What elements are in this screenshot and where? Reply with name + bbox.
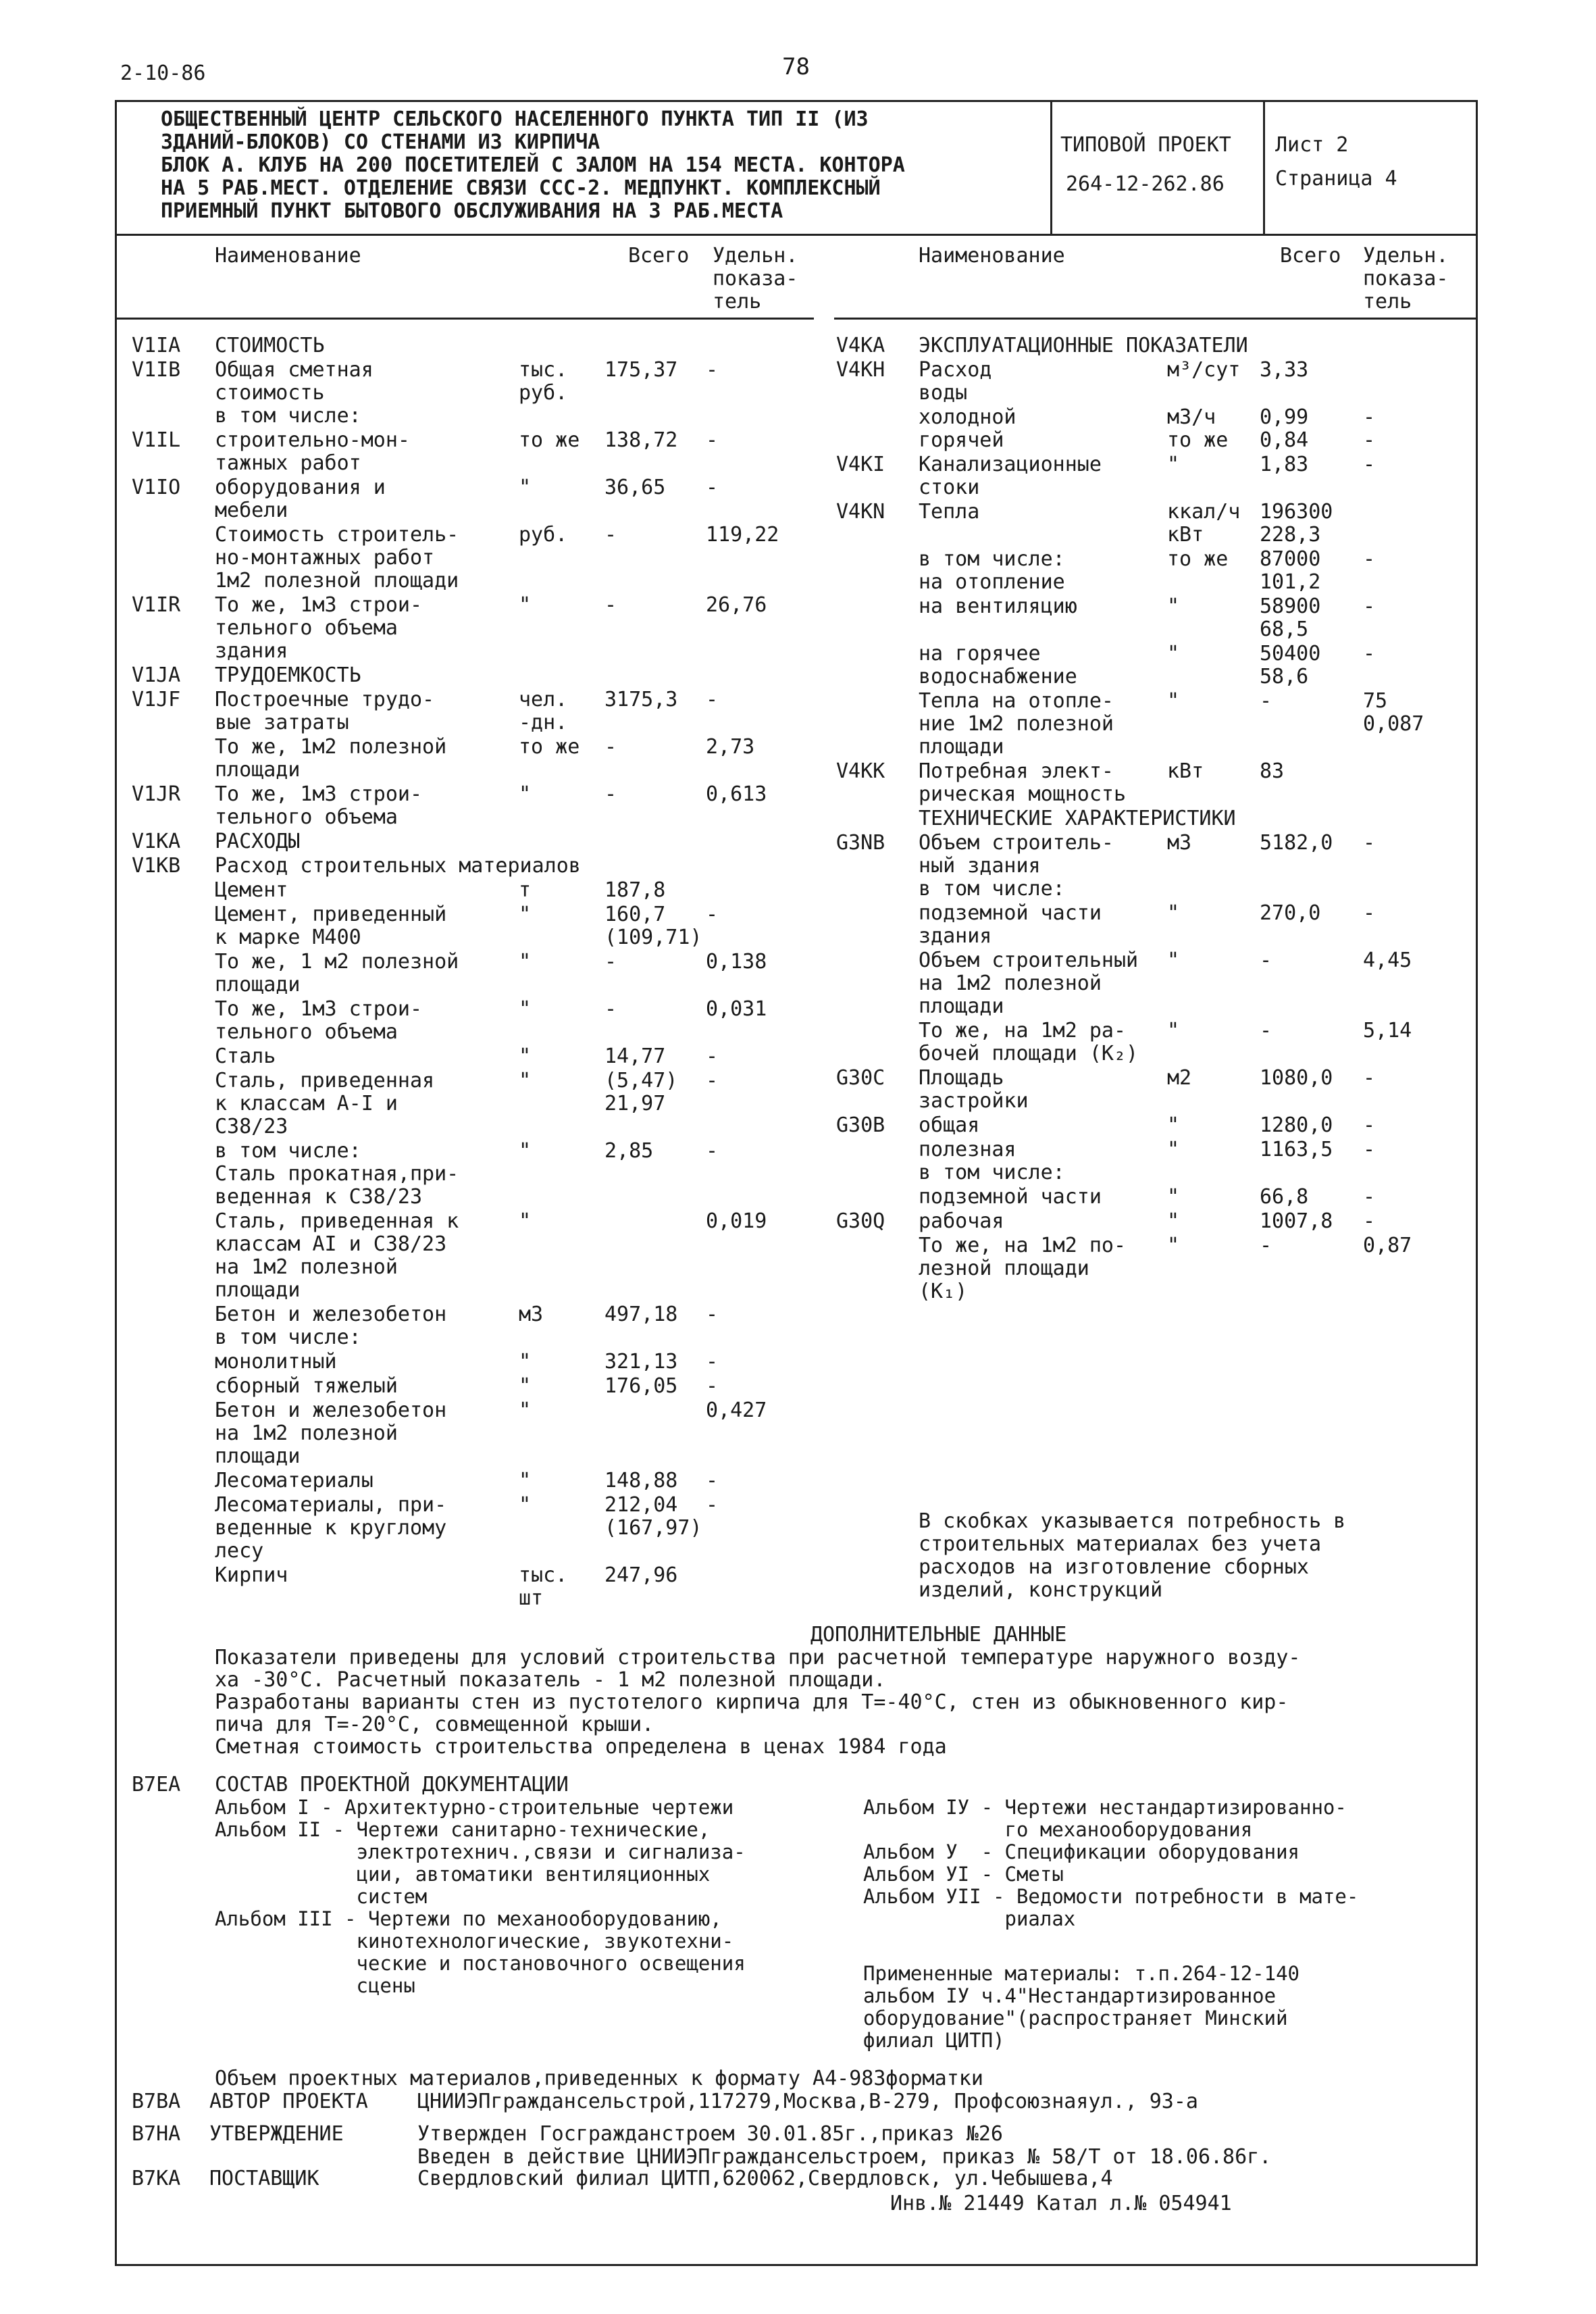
row-unit: " xyxy=(519,997,532,1021)
row-total: 1007,8 xyxy=(1260,1209,1333,1233)
author-value: ЦНИИЭПграждансельстрой,117279,Москва,В-279, Профсоюзнаяул., 93-а xyxy=(417,2090,1198,2113)
row-name: Площадь застройки xyxy=(919,1066,1029,1113)
author-label: АВТОР ПРОЕКТА xyxy=(209,2090,368,2113)
row-name: Лесоматериалы xyxy=(215,1469,374,1492)
row-unit: " xyxy=(1167,689,1180,713)
row-total: 175,37 xyxy=(604,358,678,382)
supplier-label: ПОСТАВЩИК xyxy=(209,2167,319,2190)
row-name: РАСХОДЫ xyxy=(215,830,301,853)
row-name: Объем строитель- ный здания в том числе: xyxy=(919,831,1114,901)
row-code: V1JR xyxy=(132,782,181,806)
row-total: 187,8 xyxy=(604,878,666,902)
row-name: Цемент, приведенный к марке М400 xyxy=(215,903,447,949)
row-name: То же, 1м3 строи- тельного объема xyxy=(215,782,423,829)
row-unit: " xyxy=(1167,1209,1180,1233)
page-label: Страница 4 xyxy=(1275,167,1397,191)
row-spec: - xyxy=(1363,1066,1376,1090)
row-unit: " xyxy=(1167,1234,1180,1257)
row-name: Кирпич xyxy=(215,1563,288,1587)
row-name: Стоимость строитель- но-монтажных работ 1м2 полезной площади xyxy=(215,523,459,593)
applied-materials: Примененные материалы: т.п.264-12-140 альбом IУ ч.4"Нестандартизированное оборудование"(распространяет Минский филиал ЦИТП) xyxy=(863,1962,1300,2052)
row-spec: 0,613 xyxy=(706,782,767,806)
row-total: - xyxy=(604,950,617,974)
row-total: 1280,0 xyxy=(1260,1113,1333,1137)
row-name: Тепла xyxy=(919,500,980,524)
row-spec: 0,031 xyxy=(706,997,767,1021)
left-col-total-header: Всего xyxy=(628,244,690,268)
row-unit: " xyxy=(519,1069,532,1092)
row-name: Бетон и железобетон в том числе: xyxy=(215,1303,447,1349)
row-total: 14,77 xyxy=(604,1045,666,1068)
row-spec: - xyxy=(1363,1138,1376,1161)
row-unit: " xyxy=(519,903,532,926)
row-unit: " xyxy=(519,1209,532,1233)
row-spec: - xyxy=(1363,453,1376,476)
row-unit: " xyxy=(519,1399,532,1422)
row-spec: - xyxy=(1363,901,1376,925)
row-spec: - xyxy=(1363,1113,1376,1137)
row-spec: - xyxy=(706,1493,719,1517)
row-name: ТРУДОЕМКОСТЬ xyxy=(215,663,361,687)
row-name: Бетон и железобетон на 1м2 полезной площади xyxy=(215,1399,447,1468)
row-name: Общая сметная стоимость в том числе: xyxy=(215,358,374,428)
row-unit: м³/сут xyxy=(1167,358,1241,382)
row-code: G30C xyxy=(836,1066,885,1090)
row-name: Сталь, приведенная к классам АI и С38/23 на 1м2 полезной площади xyxy=(215,1209,459,1302)
row-code: V1IR xyxy=(132,593,181,617)
row-spec: - xyxy=(706,1303,719,1326)
row-unit: чел. -дн. xyxy=(519,688,568,734)
row-spec: - xyxy=(1363,547,1376,571)
row-name: То же, на 1м2 по- лезной площади (К₁) xyxy=(919,1234,1127,1303)
row-total: 247,96 xyxy=(604,1563,678,1587)
right-col-name-header: Наименование xyxy=(919,244,1065,268)
row-spec: - xyxy=(1363,642,1376,665)
row-total: 87000 101,2 xyxy=(1260,547,1321,594)
row-total: 3,33 xyxy=(1260,358,1309,382)
row-total: 1080,0 xyxy=(1260,1066,1333,1090)
row-unit: тыс. шт xyxy=(519,1563,568,1610)
row-code: V1JF xyxy=(132,688,181,711)
row-name: в том числе: на отопление xyxy=(919,547,1065,594)
row-total: 196300 228,3 xyxy=(1260,500,1333,547)
row-spec: - xyxy=(706,1374,719,1398)
row-code: V4KH xyxy=(836,358,885,382)
row-code: V4KA xyxy=(836,334,885,357)
row-unit: то же xyxy=(519,428,580,452)
row-total: - xyxy=(1260,689,1272,713)
row-name: Канализационные стоки xyxy=(919,453,1102,499)
row-unit: " xyxy=(1167,1113,1180,1137)
author-code: B7BA xyxy=(132,2090,181,2113)
row-unit: м3 xyxy=(1167,831,1192,855)
supplier-code: B7KA xyxy=(132,2167,181,2190)
row-unit: " xyxy=(1167,1019,1180,1042)
row-name: рабочая xyxy=(919,1209,1004,1233)
row-code: V1KA xyxy=(132,830,181,853)
row-code: G30B xyxy=(836,1113,885,1137)
row-code: V1IO xyxy=(132,476,181,499)
row-total: 148,88 xyxy=(604,1469,678,1492)
row-total: 212,04 (167,97) xyxy=(604,1493,702,1540)
row-spec: 5,14 xyxy=(1363,1019,1412,1042)
row-code: V4KI xyxy=(836,453,885,476)
row-name: сборный тяжелый xyxy=(215,1374,398,1398)
row-spec: 2,73 xyxy=(706,735,755,759)
row-spec: 75 0,087 xyxy=(1363,689,1424,736)
row-total: - xyxy=(604,593,617,617)
materials-note: В скобках указывается потребность в строительных материалах без учета расходов на изготовление сборных изделий, конструкций xyxy=(919,1509,1346,1602)
row-total: 1,83 xyxy=(1260,453,1309,476)
row-unit: " xyxy=(519,950,532,974)
additional-text: Показатели приведены для условий строительства при расчетной температуре наружного возду- ха -30°С. Расчетный показатель - 1 м2 полезной площади. Разработаны варианты стен из пустотелого кирпича для Т=-40°С, стен из обыкновенного кир- пича для Т=-20°С, совмещенной крыши. Сметная стоимость строительства определена в ценах 1984 года xyxy=(215,1646,1301,1759)
row-unit: " xyxy=(1167,901,1180,925)
row-unit: м2 xyxy=(1167,1066,1192,1090)
row-total: - xyxy=(604,523,617,547)
row-total: 321,13 xyxy=(604,1350,678,1374)
row-unit: " xyxy=(519,1139,532,1163)
approved-value: Утвержден Госгражданстроем 30.01.85г.,приказ №26 Введен в действие ЦНИИЭПграждансельстроем, приказ № 58/Т от 18.06.86г. xyxy=(417,2122,1272,2169)
row-spec: - xyxy=(1363,1185,1376,1209)
docs-heading: СОСТАВ ПРОЕКТНОЙ ДОКУМЕНТАЦИИ xyxy=(215,1773,569,1796)
row-spec: - xyxy=(706,1045,719,1068)
row-spec: - xyxy=(706,903,719,926)
docs-albums-left: Альбом I - Архитектурно-строительные чертежи Альбом II - Чертежи санитарно-технические, электротехнич.,связи и сигнализа- ции, автоматики вентиляционных систем Альбом III - Чертежи по механооборудованию, кинотехнологические, звукотехни- ческие и постановочного освещения сцены xyxy=(215,1796,746,1997)
row-spec: 119,22 xyxy=(706,523,779,547)
row-name: То же, 1 м2 полезной площади xyxy=(215,950,459,997)
row-unit: " xyxy=(1167,1185,1180,1209)
row-spec: - xyxy=(706,1350,719,1374)
row-name: полезная в том числе: xyxy=(919,1138,1065,1184)
row-code: G3NB xyxy=(836,831,885,855)
row-total: - xyxy=(604,997,617,1021)
row-code: V4KK xyxy=(836,759,885,783)
row-spec: - xyxy=(706,688,719,711)
doc-code: 2-10-86 xyxy=(120,61,206,85)
inventory-line: Инв.№ 21449 Катал л.№ 054941 xyxy=(890,2192,1232,2215)
row-unit: " xyxy=(519,782,532,806)
row-total: 160,7 (109,71) xyxy=(604,903,702,949)
row-unit: м3/ч то же xyxy=(1167,405,1229,452)
supplier-value: Свердловский филиал ЦИТП,620062,Свердловск, ул.Чебышева,4 xyxy=(417,2167,1113,2190)
row-name: ТЕХНИЧЕСКИЕ ХАРАКТЕРИСТИКИ xyxy=(919,807,1236,830)
row-total: 50400 58,6 xyxy=(1260,642,1321,688)
row-unit: " xyxy=(519,1045,532,1068)
row-spec: 26,76 xyxy=(706,593,767,617)
row-spec: - - xyxy=(1363,405,1376,452)
row-name: общая xyxy=(919,1113,980,1137)
row-name: холодной горячей xyxy=(919,405,1016,452)
row-name: СТОИМОСТЬ xyxy=(215,334,325,357)
document-title: ОБЩЕСТВЕННЫЙ ЦЕНТР СЕЛЬСКОГО НАСЕЛЕННОГО ПУНКТА ТИП II (ИЗ ЗДАНИЙ-БЛОКОВ) СО СТЕНАМИ ИЗ КИРПИЧА БЛОК А. КЛУБ НА 200 ПОСЕТИТЕЛЕЙ С ЗАЛОМ НА 154 МЕСТА. КОНТОРА НА 5 РАБ.МЕСТ. ОТДЕЛЕНИЕ СВЯЗИ ССС-2. МЕДПУНКТ. КОМПЛЕКСНЫЙ ПРИЕМНЫЙ ПУНКТ БЫТОВОГО ОБСЛУЖИВАНИЯ НА 3 РАБ.МЕСТА xyxy=(161,107,905,223)
sheet-label: Лист 2 xyxy=(1275,133,1349,157)
docs-code: B7EA xyxy=(132,1773,181,1796)
row-unit: " xyxy=(519,593,532,617)
row-total: - xyxy=(1260,1234,1272,1257)
row-name: Сталь xyxy=(215,1045,276,1068)
row-total: 497,18 xyxy=(604,1303,678,1326)
row-spec: 0,427 xyxy=(706,1399,767,1422)
row-total: - xyxy=(1260,1019,1272,1042)
row-unit: то же xyxy=(519,735,580,759)
row-code: G30Q xyxy=(836,1209,885,1233)
row-code: V4KN xyxy=(836,500,885,524)
row-unit: " xyxy=(519,1350,532,1374)
row-name: Лесоматериалы, при- веденные к круглому лесу xyxy=(215,1493,447,1563)
row-code: V1IB xyxy=(132,358,181,382)
row-unit: " xyxy=(519,1374,532,1398)
row-name: ЭКСПЛУАТАЦИОННЫЕ ПОКАЗАТЕЛИ xyxy=(919,334,1248,357)
row-name: То же, 1м2 полезной площади xyxy=(215,735,447,782)
row-spec: 0,138 xyxy=(706,950,767,974)
row-total: 5182,0 xyxy=(1260,831,1333,855)
row-name: подземной части xyxy=(919,1185,1102,1209)
docs-albums-right: Альбом IУ - Чертежи нестандартизированно- го механооборудования Альбом У - Спецификации оборудования Альбом УI - Сметы Альбом УII - Ведомости потребности в мате- риалах xyxy=(863,1796,1359,1930)
row-spec: - xyxy=(706,1069,719,1092)
row-spec: 4,45 xyxy=(1363,949,1412,972)
page-number: 78 xyxy=(782,53,810,80)
row-name: на горячее водоснабжение xyxy=(919,642,1077,688)
row-code: V1KB xyxy=(132,854,181,878)
row-spec: - xyxy=(1363,1209,1376,1233)
row-unit: руб. xyxy=(519,523,568,547)
row-total: (5,47) 21,97 xyxy=(604,1069,678,1115)
row-spec: 0,019 xyxy=(706,1209,767,1233)
title-divider-2 xyxy=(1263,100,1265,235)
approved-code: B7HA xyxy=(132,2122,181,2146)
project-number: 264-12-262.86 xyxy=(1066,172,1225,196)
row-name: То же, на 1м2 ра- бочей площади (К₂) xyxy=(919,1019,1139,1065)
row-name: Расход воды xyxy=(919,358,992,405)
row-unit: т xyxy=(519,878,532,902)
row-name: То же, 1м3 строи- тельного объема здания xyxy=(215,593,423,663)
row-unit: то же xyxy=(1167,547,1229,571)
row-total: 36,65 xyxy=(604,476,666,499)
row-spec: - xyxy=(706,1469,719,1492)
right-col-spec-header: Удельн. показа- тель xyxy=(1363,244,1449,313)
title-divider-1 xyxy=(1050,100,1052,235)
row-unit: тыс. руб. xyxy=(519,358,568,405)
row-total: 270,0 xyxy=(1260,901,1321,925)
row-total: - xyxy=(1260,949,1272,972)
row-name: строительно-мон- тажных работ xyxy=(215,428,410,475)
approved-label: УТВЕРЖДЕНИЕ xyxy=(209,2122,344,2146)
row-name: Построечные трудо- вые затраты xyxy=(215,688,435,734)
volume-line: Объем проектных материалов,приведенных к формату А4-983форматки xyxy=(215,2067,983,2090)
row-spec: - xyxy=(706,428,719,452)
row-unit: " xyxy=(1167,642,1180,665)
row-total: 83 xyxy=(1260,759,1285,783)
row-total: 3175,3 xyxy=(604,688,678,711)
row-name: монолитный xyxy=(215,1350,337,1374)
row-name: подземной части здания xyxy=(919,901,1102,948)
project-label: ТИПОВОЙ ПРОЕКТ xyxy=(1060,133,1231,157)
row-total: - xyxy=(604,782,617,806)
row-unit: " xyxy=(1167,453,1180,476)
row-spec: - xyxy=(706,358,719,382)
row-name: в том числе: Сталь прокатная,при- веденная к С38/23 xyxy=(215,1139,459,1209)
row-unit: ккал/ч кВт xyxy=(1167,500,1241,547)
row-name: Потребная элект- рическая мощность xyxy=(919,759,1127,806)
row-name: То же, 1м3 строи- тельного объема xyxy=(215,997,423,1044)
right-col-total-header: Всего xyxy=(1280,244,1341,268)
row-total: 1163,5 xyxy=(1260,1138,1333,1161)
additional-heading: ДОПОЛНИТЕЛЬНЫЕ ДАННЫЕ xyxy=(810,1623,1067,1646)
row-name: Тепла на отопле- ние 1м2 полезной площади xyxy=(919,689,1114,759)
right-header-rule xyxy=(834,318,1476,320)
row-code: V1IL xyxy=(132,428,181,452)
row-name: на вентиляцию xyxy=(919,595,1077,618)
row-spec: - xyxy=(706,476,719,499)
row-unit: кВт xyxy=(1167,759,1204,783)
row-spec: - xyxy=(1363,595,1376,618)
row-spec: 0,87 xyxy=(1363,1234,1412,1257)
left-header-rule xyxy=(115,318,814,320)
row-total: 138,72 xyxy=(604,428,678,452)
row-total: 0,99 0,84 xyxy=(1260,405,1309,452)
left-col-name-header: Наименование xyxy=(215,244,361,268)
row-total: 2,85 xyxy=(604,1139,654,1163)
row-name: Расход строительных материалов xyxy=(215,854,581,878)
row-name: Цемент xyxy=(215,878,288,902)
row-unit: " xyxy=(1167,949,1180,972)
left-col-spec-header: Удельн. показа- тель xyxy=(713,244,798,313)
row-unit: " xyxy=(1167,1138,1180,1161)
row-code: V1IA xyxy=(132,334,181,357)
row-total: 58900 68,5 xyxy=(1260,595,1321,641)
row-unit: " xyxy=(519,476,532,499)
row-name: Сталь, приведенная к классам А-I и С38/23 xyxy=(215,1069,435,1138)
row-unit: " xyxy=(1167,595,1180,618)
row-unit: " xyxy=(519,1469,532,1492)
row-name: Объем строительный на 1м2 полезной площади xyxy=(919,949,1139,1018)
row-unit: " xyxy=(519,1493,532,1517)
row-code: V1JA xyxy=(132,663,181,687)
row-unit: м3 xyxy=(519,1303,544,1326)
row-spec: - xyxy=(706,1139,719,1163)
row-spec: - xyxy=(1363,831,1376,855)
row-name: оборудования и мебели xyxy=(215,476,386,522)
row-total: - xyxy=(604,735,617,759)
row-total: 176,05 xyxy=(604,1374,678,1398)
row-total: 66,8 xyxy=(1260,1185,1309,1209)
title-block-bottom xyxy=(115,234,1476,236)
